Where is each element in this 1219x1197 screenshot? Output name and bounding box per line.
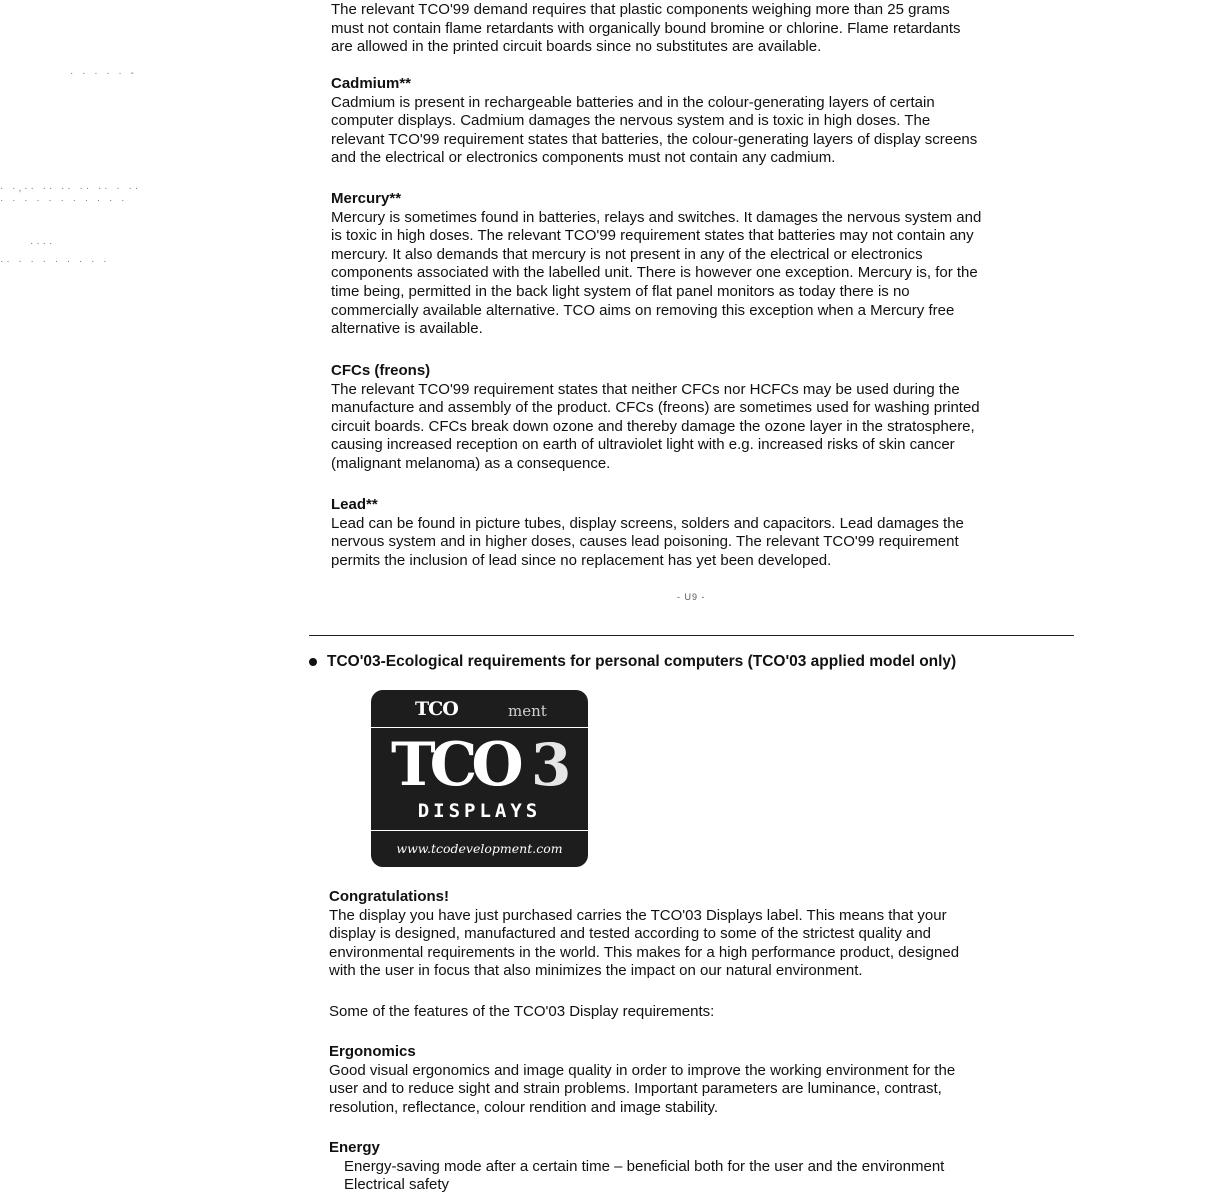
mercury-section — [331, 190, 1091, 339]
congrats-paragraph: The display you have just purchased carries the TCO'03 Displays label. This means that your display is designed, manufactured and tested according to some of the strictest quality and environmental requirements in the world. This makes for a high performance product, designed with the user in focus that also minimizes the impact on our natural environment. — [329, 906, 960, 980]
ergonomics-heading: Ergonomics — [329, 1043, 416, 1060]
logo-tco-small: TCO — [415, 698, 458, 720]
cadmium-section — [331, 75, 1091, 168]
logo-url: www.tcodevelopment.com — [396, 841, 563, 856]
energy-section — [329, 1139, 1089, 1195]
congrats-heading: Congratulations! — [329, 888, 449, 905]
page-marker: - U9 - — [677, 592, 706, 602]
cadmium-heading: Cadmium** — [331, 75, 412, 92]
tco03-displays-logo — [371, 690, 588, 867]
logo-divider-top — [371, 727, 588, 728]
mercury-paragraph: Mercury is sometimes found in batteries, relays and switches. It damages the nervous system and is toxic in high doses. The relevant TCO'99 requirement states that batteries may not contain any mercury. It also demands that mercury is not present in any of the electrical or electronics components associated with the labelled unit. There is however one exception. Mercury is, for the time being, permitted in the back light system of flat panel monitors as today there is no commercially available alternative. TCO aims on removing this exception when a Mercury free alternative is available. — [331, 208, 982, 338]
lead-heading: Lead** — [331, 496, 378, 513]
logo-divider-bottom — [371, 830, 588, 831]
logo-displays-text: DISPLAYS — [417, 800, 542, 822]
congrats-section — [329, 888, 1089, 981]
energy-item: Energy-saving mode after a certain time – beneficial both for the user and the environment — [344, 1157, 945, 1175]
energy-item: Electrical safety — [344, 1176, 450, 1194]
intro-paragraph: The relevant TCO'99 demand requires that plastic components weighing more than 25 grams must not contain flame retardants with organically bound bromine or chlorine. Flame retardants are allowed in the printed circuit boards since no substitutes are available. — [331, 1, 961, 56]
cfcs-paragraph: The relevant TCO'99 requirement states that neither CFCs nor HCFCs may be used during the manufacture and assembly of the product. CFCs (freons) are sometimes used for washing printed circuit boards. CFCs break down ozone and thereby damage the ozone layer in the stratosphere, causing increased reception on earth of ultraviolet light with e.g. increased risks of skin cancer (malignant melanoma) as a consequence. — [331, 380, 980, 472]
cfcs-section — [331, 362, 1091, 474]
bullet-icon — [309, 658, 317, 666]
scan-noise: · ·,·· ·· ·· ·· ·· · ·· — [0, 183, 142, 194]
ergonomics-section — [329, 1043, 1089, 1117]
scan-noise: ·· · · · · · · · · — [0, 256, 110, 267]
logo-development-text: ment — [508, 702, 547, 720]
tco03-title: TCO'03-Ecological requirements for personal computers (TCO'03 applied model only) — [327, 653, 957, 670]
section-divider — [309, 635, 1074, 636]
lead-paragraph: Lead can be found in picture tubes, display screens, solders and capacitors. Lead damages the nervous system and in higher doses, causes lead poisoning. The relevant TCO'99 requirement permits the inclusion of lead since no replacement has yet been developed. — [331, 514, 964, 569]
scan-noise: · · · · · - — [70, 68, 137, 79]
features-intro-text: Some of the features of the TCO'03 Display requirements: — [329, 1003, 715, 1020]
scan-noise: ···· — [30, 238, 56, 249]
logo-year-number: 3 — [531, 731, 572, 799]
tco03-bullet — [309, 653, 956, 671]
mercury-heading: Mercury** — [331, 190, 402, 207]
logo-tco-large: TCO — [391, 730, 518, 800]
scan-noise: · · · · · · · · · · · — [0, 195, 128, 206]
intro-section — [331, 1, 1091, 57]
cadmium-paragraph: Cadmium is present in rechargeable batteries and in the colour-generating layers of certain computer displays. Cadmium damages the nervous system and is toxic in high doses. The relevant TCO'99 requirement states that batteries, the colour-generating layers of display screens and the electrical or electronics components must not contain any cadmium. — [331, 93, 978, 167]
energy-heading: Energy — [329, 1139, 380, 1156]
ergonomics-paragraph: Good visual ergonomics and image quality in order to improve the working environment for the user and to reduce sight and strain problems. Important parameters are luminance, contrast, resolution, reflectance, colour rendition and image stability. — [329, 1061, 956, 1116]
cfcs-heading: CFCs (freons) — [331, 362, 431, 379]
lead-section — [331, 496, 1091, 570]
features-intro — [329, 1003, 1089, 1022]
